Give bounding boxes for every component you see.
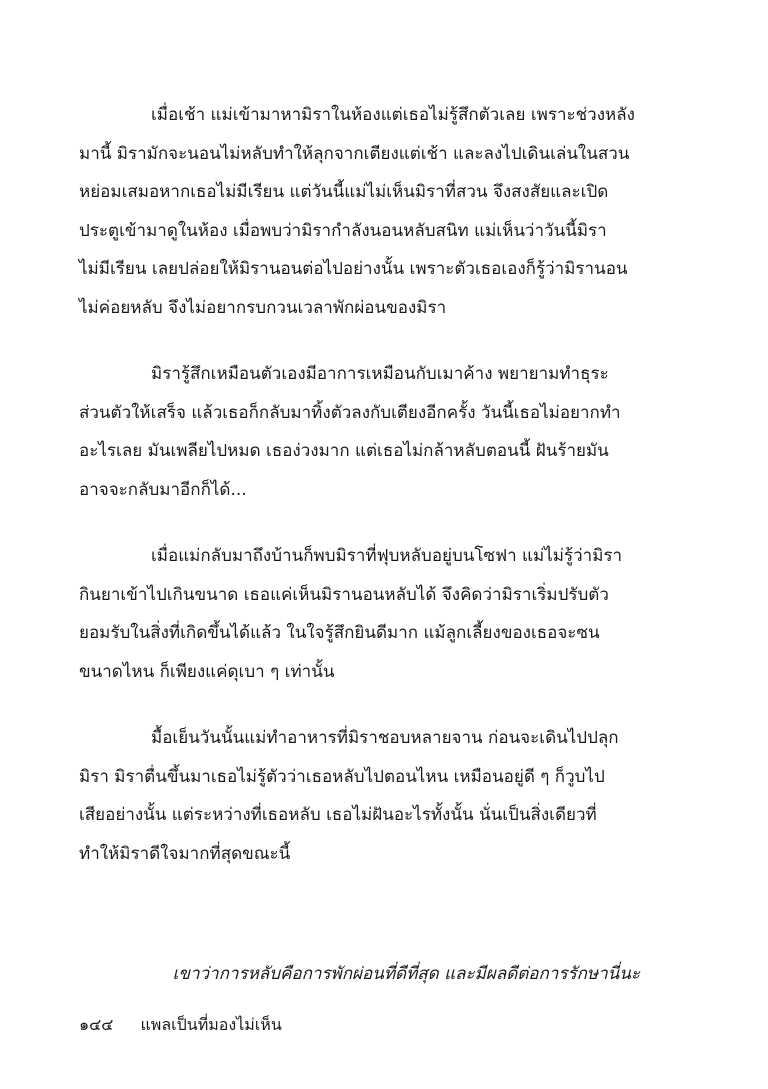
paragraph-3 [79,537,645,691]
text-line: หย่อมเสมอหากเธอไม่มีเรียน แต่วันนี้แม่ไม่เห็นมิราที่สวน จึงสงสัยและเปิด [79,182,609,202]
text-line: ส่วนตัวให้เสร็จ แล้วเธอก็กลับมาทิ้งตัวลงกับเตียงอีกครั้ง วันนี้เธอไม่อยากทำ [79,402,621,423]
body-text [79,96,645,901]
text-line: เมื่อเช้า แม่เข้ามาหามิราในห้องแต่เธอไม่รู้สึกตัวเลย เพราะช่วงหลัง [151,105,635,125]
text-line: เมื่อแม่กลับมาถึงบ้านก็พบมิราที่ฟุบหลับอยู่บนโซฟา แม่ไม่รู้ว่ามิรา [151,546,623,566]
text-line: ขนาดไหน ก็เพียงแค่ดุเบา ๆ เท่านั้น [79,661,335,682]
text-line: มิรารู้สึกเหมือนตัวเองมีอาการเหมือนกับเมาค้าง พยายามทำธุระ [151,364,609,384]
text-line: เสียอย่างนั้น แต่ระหว่างที่เธอหลับ เธอไม่ฝันอะไรทั้งนั้น นั่นเป็นสิ่งเดียวที่ [79,805,597,825]
page-number: ๑๔๔ [79,1015,114,1034]
text-line: ไม่มีเรียน เลยปล่อยให้มิรานอนต่อไปอย่างนั้น เพราะตัวเธอเองก็รู้ว่ามิรานอน [79,259,628,279]
paragraph-1 [79,96,645,327]
closing-quote: เขาว่าการหลับคือการพักผ่อนที่ดีที่สุด และมีผลดีต่อการรักษานี่นะ [172,964,640,984]
text-line: อาจจะกลับมาอีกก็ได้... [79,479,247,500]
paragraph-2 [79,355,645,509]
text-line: อะไรเลย มันเพลียไปหมด เธอง่วงมาก แต่เธอไม่กล้าหลับตอนนี้ ฝันร้ายมัน [79,441,609,461]
text-line: มื้อเย็นวันนั้นแม่ทำอาหารที่มิราชอบหลายจาน ก่อนจะเดินไปปลุก [151,728,619,748]
text-line: ประตูเข้ามาดูในห้อง เมื่อพบว่ามิรากำลังนอนหลับสนิท แม่เห็นว่าวันนี้มิรา [79,220,607,241]
text-line: ไม่ค่อยหลับ จึงไม่อยากรบกวนเวลาพักผ่อนของมิรา [79,297,447,318]
text-line: มานี้ มิรามักจะนอนไม่หลับทำให้ลุกจากเตียงแต่เช้า และลงไปเดินเล่นในสวน [79,143,630,164]
book-title: แพลเป็นที่มองไม่เห็น [140,1015,282,1034]
text-line: มิรา มิราตื่นขึ้นมาเธอไม่รู้ตัวว่าเธอหลับไปตอนไหน เหมือนอยู่ดี ๆ ก็วูบไป [79,766,605,787]
text-line: ทำให้มิราดีใจมากที่สุดขณะนี้ [79,843,291,864]
text-line: กินยาเข้าไปเกินขนาด เธอแค่เห็นมิรานอนหลับได้ จึงคิดว่ามิราเริ่มปรับตัว [79,584,609,605]
paragraph-4 [79,719,645,873]
page-footer [79,1013,282,1038]
text-line: ยอมรับในสิ่งที่เกิดขึ้นได้แล้ว ในใจรู้สึกยินดีมาก แม้ลูกเลี้ยงของเธอจะซน [79,623,600,643]
